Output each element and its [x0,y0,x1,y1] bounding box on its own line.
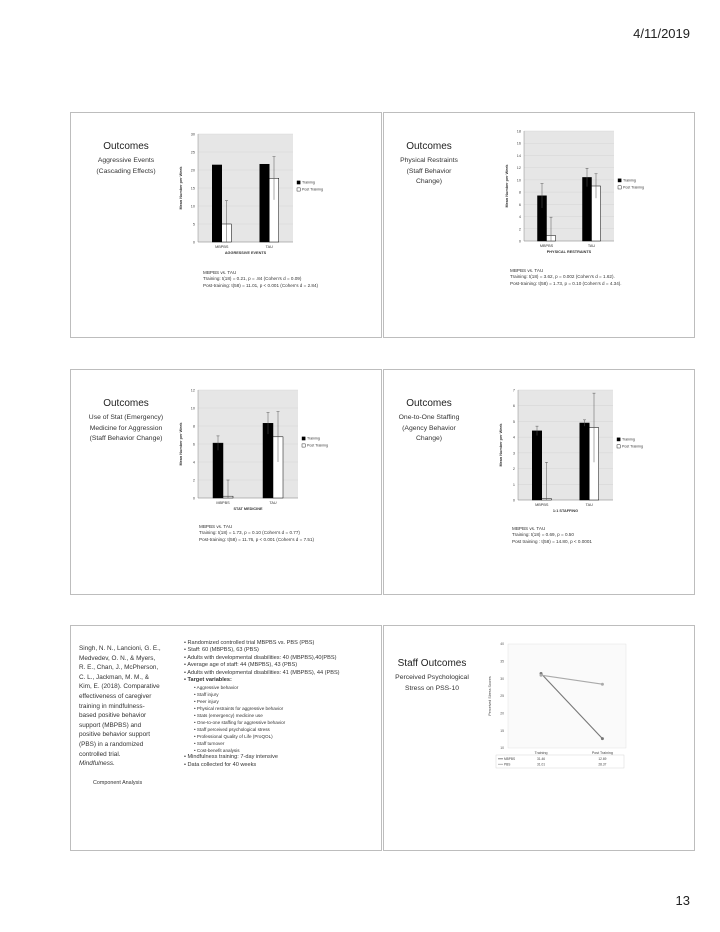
y-axis-label: Mean Number per Week [179,166,183,210]
legend-swatch [617,438,620,441]
slide-title: Outcomes [406,141,452,152]
reference-line: effectiveness of caregiver [79,692,152,700]
bar-training [532,431,542,500]
legend-swatch [618,186,621,189]
table-cell: 31.01 [537,762,546,767]
stats-line: Training: t(18) = 1.73, p = 0.10 (Cohen's d = 0.77) [199,530,300,536]
data-point [601,683,604,686]
y-tick-label: 14 [516,153,521,158]
y-tick-label: 7 [512,388,515,393]
y-axis-label: Mean Number per Week [179,422,183,466]
chart-2 [502,123,652,263]
stats-text [510,268,622,287]
slide-subtitle [389,413,469,445]
y-tick-label: 6 [512,404,515,409]
y-tick-label: 2 [518,227,521,232]
bar-training [260,164,270,242]
stats-line: MBPBS vs. TAU [199,524,233,529]
bullet-item: • Peer injury [194,699,219,705]
table-cell: 28.37 [598,762,607,767]
data-point [540,674,543,677]
slide-6 [383,625,695,851]
bullet-item: • Data collected for 40 weeks [184,761,257,768]
reference-line: (PBS) in a randomized [79,740,144,748]
subtitle-line: Stress on PSS-10 [404,684,460,692]
y-tick-label: 1 [512,482,515,487]
x-tick-label: TAU [265,245,273,249]
stats-text [203,270,318,289]
bullet-item: • Physical restraints for aggressive behavior [194,706,284,712]
bar-training [212,165,222,242]
x-tick-label: TAU [585,503,593,507]
slide-2 [383,112,695,338]
bullet-item: • Staff turnover [194,741,225,747]
bullet-item: • Stats (emergency) medicine use [194,713,263,719]
y-tick-label: 5 [512,419,515,424]
y-tick-label: 4 [512,435,515,440]
y-tick-label: 20 [500,711,504,716]
y-tick-label: 2 [512,467,515,472]
y-tick-label: 16 [516,141,521,146]
legend-label: Post Training [622,444,643,449]
bullet-item: • Adults with developmental disabilities: 40 (MBPBS),40(PBS) [184,654,337,661]
subtitle-line: Use of Stat (Emergency) [88,414,164,421]
chart-5 [484,636,634,786]
y-tick-label: 2 [192,478,195,483]
legend-label: Post Training [307,443,328,448]
bullet-item: • Target variables: [184,677,232,684]
stats-line: Training: t(18) = 0.21, p = .84 (Cohen's d = 0.09) [203,276,302,282]
chart-4 [496,382,651,522]
x-tick-label: Post Training [591,751,613,755]
slide-subtitle [389,156,469,188]
y-tick-label: 25 [190,150,195,155]
stats-line: Post-training: t(58) = 11.01, p < 0.001 (Cohen's d = 2.84) [203,282,319,288]
y-tick-label: 4 [518,215,521,220]
reference-line: Medvedev, O. N., & Myers, [79,654,156,662]
subtitle-line: (Cascading Effects) [96,167,156,175]
slide-3 [70,369,382,595]
y-tick-label: 12 [190,388,195,393]
subtitle-line: (Agency Behavior [402,424,456,432]
bullet-item: • Mindfulness training: 7-day intensive [184,754,278,761]
y-tick-label: 0 [512,498,515,503]
y-tick-label: 6 [192,442,195,447]
y-tick-label: 35 [500,659,504,664]
y-tick-label: 15 [500,728,504,733]
subtitle-line: Physical Restraints [400,157,458,164]
slide-title: Outcomes [103,398,149,409]
subtitle-line: Perceived Psychological [395,674,469,681]
bar-training [213,443,223,498]
chart-3 [176,382,336,520]
y-tick-label: 30 [500,676,504,681]
legend-label: Post Training [302,187,323,192]
slide-title: Outcomes [406,398,452,409]
reference-line: Kim, E. (2018). Comparative [79,683,160,691]
y-tick-label: 10 [190,406,195,411]
bar-chart-svg [502,123,652,263]
y-tick-label: 8 [192,424,195,429]
reference-line: R. E., Chan, J., McPherson, [79,664,159,672]
y-axis-label: Mean Number per Week [499,423,503,467]
x-tick-label: MBPBS [215,245,229,249]
plot-area [508,644,626,748]
bar-training [263,423,273,498]
y-tick-label: 0 [192,496,195,501]
page-number: 13 [675,893,690,908]
bar-training [580,423,590,500]
legend-swatch [617,445,620,448]
stats-line: Training: t(18) = 3.62, p = 0.002 (Cohen's d = 1.62). [510,274,615,280]
reference-line: Singh, N. N., Lancioni, G. E., [79,645,161,652]
y-tick-label: 15 [190,186,195,191]
stats-line: Training: t(18) = 0.69, p = 0.50 [512,532,574,538]
y-tick-label: 6 [518,202,521,207]
subtitle-line: (Staff Behavior [406,167,452,175]
y-tick-label: 18 [516,129,521,134]
table-cell: 12.69 [598,757,607,761]
subtitle-line: (Staff Behavior Change) [89,435,163,442]
y-tick-label: 40 [500,642,504,647]
line-chart-svg [484,636,634,786]
y-tick-label: 3 [512,451,515,456]
x-tick-label: Training [534,751,548,755]
slide-4 [383,369,695,595]
reference-line: based positive behavior [79,712,147,720]
bullet-item: • Professional Quality of Life (ProQOL) [194,734,273,740]
stats-line: Post-training: t(58) = 11.76, p < 0.001 (Cohen's d = 7.51) [199,536,315,542]
y-tick-label: 25 [500,694,504,699]
subtitle-line: One-to-One Staffing [398,414,460,421]
stats-line: MBPBS vs. TAU [512,526,546,531]
reference-line: controlled trial. [79,750,121,758]
subtitle-line: Change) [415,178,443,185]
subtitle-line: Change) [415,435,443,442]
x-tick-label: TAU [269,501,277,505]
slide-1 [70,112,382,338]
stats-text [199,524,314,543]
legend-swatch [302,437,305,440]
data-point [601,737,604,740]
stats-text [512,526,592,545]
subtitle-line: Medicine for Aggression [89,424,163,432]
legend-label: Training [622,437,635,442]
y-tick-label: 8 [518,190,521,195]
reference-line: C. L., Jackman, M. M., & [79,673,149,681]
bullet-list [183,640,375,769]
bar-chart-svg [496,382,651,522]
y-tick-label: 20 [190,168,195,173]
bullet-item: • Cost-benefit analysis [194,748,240,754]
bullet-item: • Staff perceived psychological stress [194,727,270,733]
bullet-item: • Staff: 60 (MBPBS), 63 (PBS) [184,647,259,654]
legend-swatch [618,179,621,182]
reference-line: training in mindfulness- [79,702,145,710]
header-date: 4/11/2019 [633,26,690,41]
x-tick-label: MBPBS [216,501,230,505]
stats-line: Post-training: t(58) = 1.73, p = 0.10 (Cohen's d = 4.34). [510,280,622,286]
slide-5 [70,625,382,851]
y-tick-label: 30 [190,132,195,137]
table-row-label: MBPBS [504,757,516,761]
table-row-label: PBS [504,762,511,767]
legend-swatch [297,181,300,184]
y-axis-label: Mean Number per Week [505,164,509,208]
legend-label: Training [623,178,636,183]
bullet-item: • Average age of staff: 44 (MBPBS), 43 (PBS) [184,662,298,669]
table-cell: 31.46 [537,757,546,761]
slide-title: Outcomes [103,141,149,152]
chart-1 [176,126,331,264]
x-tick-label: MBPBS [535,503,549,507]
y-axis-label: Perceived Stress Scores [488,676,492,716]
stats-line: Post training : t(58) = 14.80, p < 0.0001 [512,538,592,544]
y-tick-label: 10 [190,204,195,209]
slide-subtitle [81,156,171,177]
y-tick-label: 5 [192,222,195,227]
x-tick-label: TAU [587,244,596,248]
journal-name: Mindfulness. [79,760,115,768]
component-analysis-label: Component Analysis [93,780,143,786]
legend-swatch [302,444,305,447]
x-axis-label: AGGRESSIVE EVENTS [224,251,267,255]
bullet-item: • One-to-one staffing for aggressive behavior [194,720,286,726]
slide-subtitle [388,673,476,694]
y-tick-label: 4 [192,460,195,465]
reference-line: positive behavior support [79,731,151,739]
reference-line: support (MBPBS) and [79,721,142,729]
x-axis-label: 1:1 STAFFING [552,509,579,513]
bar-chart-svg [176,126,331,264]
bar-chart-svg [176,382,336,520]
stats-line: MBPBS vs. TAU [203,270,237,275]
x-axis-label: STAT MEDICINE [233,507,263,511]
bullet-item: • Staff injury [194,692,219,698]
y-tick-label: 10 [516,178,521,183]
reference-journal [79,759,171,769]
x-tick-label: MBPBS [539,244,554,248]
slide-title: Staff Outcomes [397,658,467,669]
x-axis-label: PHYSICAL RESTRAINTS [546,250,592,254]
legend-swatch [297,188,300,191]
stats-line: MBPBS vs. TAU [510,268,544,273]
slide-subtitle [81,413,171,445]
y-tick-label: 10 [500,746,504,751]
bullet-item: • Adults with developmental disabilities: 41 (MBPBS), 44 (PBS) [184,669,340,676]
subtitle-line: Aggressive Events [97,157,155,164]
y-tick-label: 0 [518,239,521,244]
bullet-item: • Randomized controlled trial MBPBS vs. PBS (PBS) [184,640,315,646]
y-tick-label: 12 [516,166,521,171]
legend-label: Training [302,180,315,185]
bar-training [583,177,592,241]
reference-citation [79,644,171,769]
legend-label: Post Training [623,185,644,190]
bullet-item: • Aggressive behavior [194,685,239,691]
y-tick-label: 0 [192,240,195,245]
legend-label: Training [307,436,320,441]
